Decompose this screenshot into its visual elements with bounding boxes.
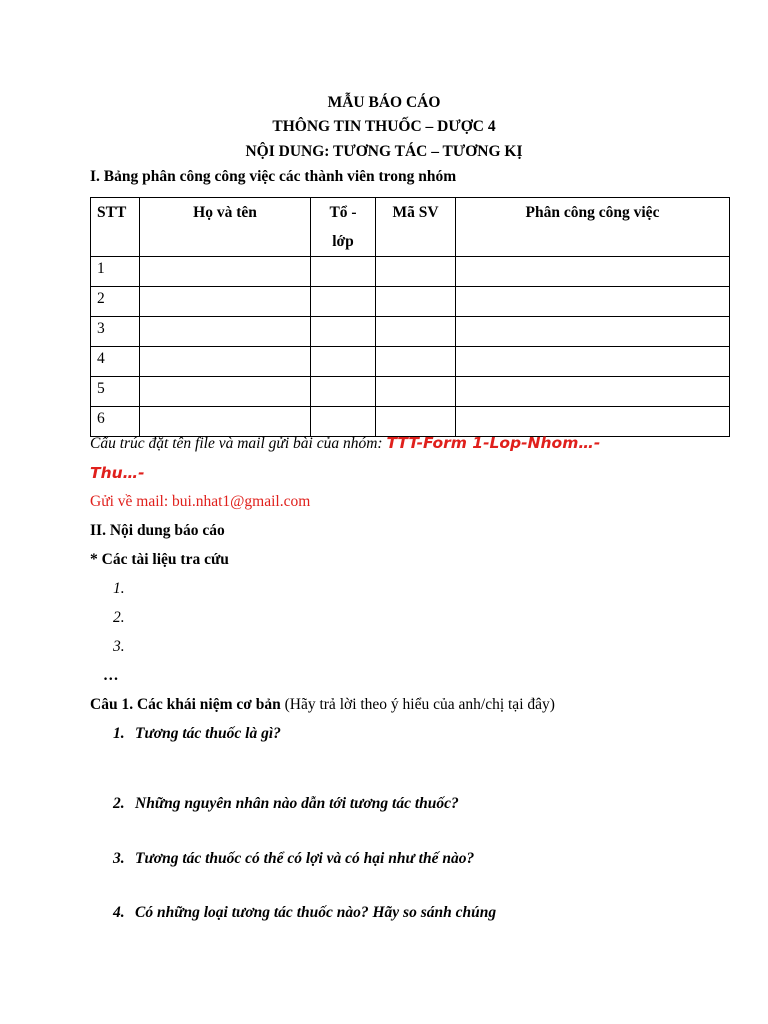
table-row <box>91 347 730 377</box>
report-title: MẪU BÁO CÁO <box>327 94 441 111</box>
question-item-number: 1. <box>113 725 125 742</box>
table-cell-stt: 3 <box>91 317 140 347</box>
table-cell-stt: 2 <box>91 287 140 317</box>
table-cell <box>376 257 456 287</box>
file-naming-pattern-continued: Thu…- <box>90 464 145 482</box>
table-cell <box>140 347 311 377</box>
table-cell <box>456 407 730 437</box>
column-header-assignment: Phân công công việc <box>456 198 730 257</box>
table-cell <box>311 317 376 347</box>
file-naming-label: Cấu trúc đặt tên file và mail gửi bài của nhóm: <box>90 435 387 452</box>
question1-label: Câu 1. Các khái niệm cơ bản <box>90 696 281 713</box>
question-item-number: 3. <box>113 850 125 867</box>
table-cell <box>376 317 456 347</box>
table-cell <box>456 287 730 317</box>
table-cell <box>311 377 376 407</box>
table-row <box>91 317 730 347</box>
table-row <box>91 407 730 437</box>
table-cell <box>456 317 730 347</box>
question-item <box>113 795 459 813</box>
column-header-name: Họ và tên <box>140 198 311 257</box>
member-assignment-table <box>90 197 730 437</box>
column-header-student-id: Mã SV <box>376 198 456 257</box>
reference-item: 2. <box>113 609 125 626</box>
reference-item: 3. <box>113 638 125 655</box>
question-item-text: Có những loại tương tác thuốc nào? Hãy so sánh chúng <box>135 904 497 921</box>
table-cell <box>140 407 311 437</box>
report-topic: NỘI DUNG: TƯƠNG TÁC – TƯƠNG KỊ <box>245 143 523 160</box>
question-item-text: Những nguyên nhân nào dẫn tới tương tác thuốc? <box>135 795 459 812</box>
question-item-text: Tương tác thuốc là gì? <box>135 725 281 742</box>
submission-email: Gửi về mail: bui.nhat1@gmail.com <box>90 493 311 510</box>
table-cell <box>376 287 456 317</box>
references-heading: * Các tài liệu tra cứu <box>90 551 229 568</box>
column-header-group-class: Tổ - lớp <box>311 198 376 257</box>
table-cell <box>376 407 456 437</box>
table-cell-stt: 1 <box>91 257 140 287</box>
table-cell <box>456 377 730 407</box>
table-row <box>91 287 730 317</box>
table-row <box>91 377 730 407</box>
table-header-row <box>91 198 730 257</box>
table-cell <box>456 347 730 377</box>
table-cell <box>140 377 311 407</box>
table-cell <box>456 257 730 287</box>
table-cell <box>140 287 311 317</box>
table-cell <box>140 257 311 287</box>
question1-note: (Hãy trả lời theo ý hiểu của anh/chị tại đây) <box>280 696 555 713</box>
question-item <box>113 904 496 922</box>
table-cell <box>311 407 376 437</box>
question-item-number: 4. <box>113 904 125 921</box>
references-ellipsis: … <box>103 667 119 684</box>
table-cell <box>311 347 376 377</box>
table-cell <box>311 257 376 287</box>
file-naming-line <box>90 434 600 453</box>
table-cell <box>140 317 311 347</box>
section1-heading: I. Bảng phân công công việc các thành viên trong nhóm <box>90 168 457 185</box>
table-cell <box>376 347 456 377</box>
table-row <box>91 257 730 287</box>
question-item-number: 2. <box>113 795 125 812</box>
table-cell-stt: 6 <box>91 407 140 437</box>
section2-heading: II. Nội dung báo cáo <box>90 522 225 539</box>
table-cell <box>376 377 456 407</box>
report-subtitle: THÔNG TIN THUỐC – DƯỢC 4 <box>272 118 496 135</box>
reference-item: 1. <box>113 580 125 597</box>
column-header-stt: STT <box>91 198 140 257</box>
question1-line <box>90 696 555 714</box>
question-item <box>113 725 281 743</box>
table-cell-stt: 5 <box>91 377 140 407</box>
question-item-text: Tương tác thuốc có thể có lợi và có hại như thế nào? <box>135 850 475 867</box>
file-naming-pattern: TTT-Form 1-Lop-Nhom…- <box>386 434 601 452</box>
table-cell <box>311 287 376 317</box>
question-item <box>113 850 474 868</box>
table-cell-stt: 4 <box>91 347 140 377</box>
